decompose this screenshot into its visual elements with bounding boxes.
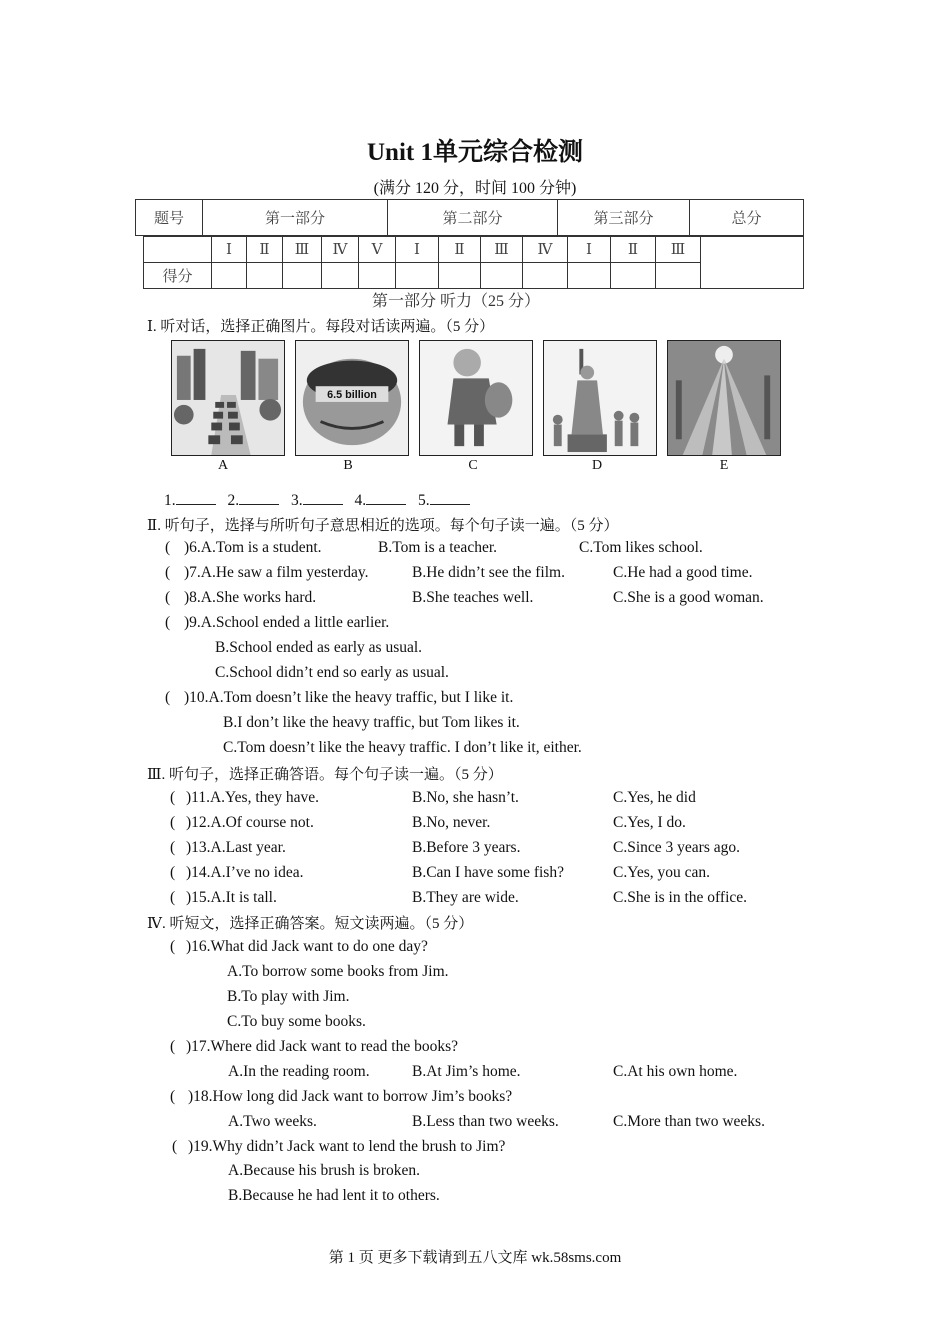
header-cell-total: 总分 (690, 200, 804, 236)
q18-b: B.Less than two weeks. (412, 1113, 559, 1130)
header-cell-part3: 第三部分 (558, 200, 690, 236)
q19-b: B.Because he had lent it to others. (228, 1187, 440, 1204)
score-table-body (143, 236, 804, 289)
picture-b-label: 6.5 billion (327, 389, 377, 401)
section2-heading: Ⅱ. 听句子，选择与所听句子意思相近的选项。每个句子读一遍。（5 分） (147, 518, 619, 534)
q13-c: C.Since 3 years ago. (613, 839, 740, 856)
sub-cell: Ⅰ (212, 237, 247, 263)
sub-cell: Ⅱ (611, 237, 656, 263)
q17-paren: ( (170, 1038, 176, 1055)
q8-c: C.She is a good woman. (613, 589, 764, 606)
q16-paren: ( (170, 938, 176, 955)
q10-a: )10.A.Tom doesn’t like the heavy traffic, but I like it. (184, 689, 514, 706)
sub-cell: Ⅲ (283, 237, 322, 263)
q19-question: )19.Why didn’t Jack want to lend the brush to Jim? (188, 1138, 506, 1155)
q9-a: )9.A.School ended a little earlier. (184, 614, 390, 631)
picture-a-label: A (217, 458, 229, 473)
sub-cell: Ⅱ (439, 237, 481, 263)
sub-cell: Ⅰ (396, 237, 439, 263)
picture-e-label: E (719, 458, 729, 473)
q17-c: C.At his own home. (613, 1063, 738, 1080)
header-cell-part2: 第二部分 (388, 200, 558, 236)
q11-paren: ( (170, 789, 176, 806)
sub-cell: Ⅱ (247, 237, 283, 263)
sub-cell: Ⅴ (359, 237, 396, 263)
blank-5[interactable] (430, 490, 470, 505)
header-cell-part1: 第一部分 (203, 200, 388, 236)
picture-c-label: C (468, 458, 478, 473)
sub-cell: Ⅰ (568, 237, 611, 263)
q14-b: B.Can I have some fish? (412, 864, 564, 881)
q17-a: A.In the reading room. (228, 1063, 370, 1080)
q18-a: A.Two weeks. (228, 1113, 317, 1130)
answer-blanks: 1. 2. 3. 4. 5. (164, 490, 478, 510)
old-woman-image (420, 341, 532, 455)
sub-cell: Ⅳ (322, 237, 359, 263)
q7-paren: ( (165, 564, 171, 581)
page-title: Unit 1单元综合检测 (367, 139, 583, 166)
q8-a: )8.A.She works hard. (184, 589, 317, 606)
q15-paren: ( (170, 889, 176, 906)
q8-paren: ( (165, 589, 171, 606)
q7-b: B.He didn’t see the film. (412, 564, 565, 581)
q14-a: )14.A.I’ve no idea. (186, 864, 304, 881)
q9-b: B.School ended as early as usual. (215, 639, 423, 656)
q7-a: )7.A.He saw a film yesterday. (184, 564, 369, 581)
q10-c: C.Tom doesn’t like the heavy traffic. I don’t like it, either. (223, 739, 582, 756)
section1-heading: Ⅰ. 听对话，选择正确图片。每段对话读两遍。（5 分） (147, 319, 495, 335)
sunlight-forest-image (668, 341, 780, 455)
blank-2[interactable] (239, 490, 279, 505)
q6-paren: ( (165, 539, 171, 556)
q18-c: C.More than two weeks. (613, 1113, 765, 1130)
q19-paren: ( (172, 1138, 178, 1155)
q6-a: )6.A.Tom is a student. (184, 539, 322, 556)
picture-d-label: D (591, 458, 603, 473)
q16-c: C.To buy some books. (227, 1013, 366, 1030)
q15-b: B.They are wide. (412, 889, 519, 906)
q6-b: B.Tom is a teacher. (378, 539, 498, 556)
blank-3[interactable] (303, 490, 343, 505)
q9-paren: ( (165, 614, 171, 631)
q11-c: C.Yes, he did (613, 789, 696, 806)
q16-b: B.To play with Jim. (227, 988, 350, 1005)
score-row-label: 得分 (144, 263, 212, 289)
q10-b: B.I don’t like the heavy traffic, but Tom likes it. (223, 714, 520, 731)
section4-heading: Ⅳ. 听短文，选择正确答案。短文读两遍。（5 分） (147, 916, 474, 932)
sub-cell: Ⅲ (656, 237, 701, 263)
q11-b: B.No, she hasn’t. (412, 789, 519, 806)
page-footer: 第 1 页 更多下载请到五八文库 wk.58sms.com (328, 1250, 622, 1266)
picture-d (543, 340, 657, 456)
blank-4[interactable] (366, 490, 406, 505)
q14-c: C.Yes, you can. (613, 864, 711, 881)
picture-b (295, 340, 409, 456)
q7-c: C.He had a good time. (613, 564, 753, 581)
page-subtitle: (满分 120 分，时间 100 分钟) (373, 180, 577, 197)
picture-a (171, 340, 285, 456)
q16-question: )16.What did Jack want to do one day? (186, 938, 428, 955)
q12-a: )12.A.Of course not. (186, 814, 314, 831)
q13-b: B.Before 3 years. (412, 839, 521, 856)
picture-e (667, 340, 781, 456)
q8-b: B.She teaches well. (412, 589, 534, 606)
section3-heading: Ⅲ. 听句子，选择正确答语。每个句子读一遍。（5 分） (147, 767, 503, 783)
part1-title: 第一部分 听力（25 分） (372, 293, 541, 310)
blank-1[interactable] (176, 490, 216, 505)
q14-paren: ( (170, 864, 176, 881)
statue-of-liberty-image (544, 341, 656, 455)
q12-c: C.Yes, I do. (613, 814, 686, 831)
q6-c: C.Tom likes school. (579, 539, 703, 556)
q13-a: )13.A.Last year. (186, 839, 286, 856)
picture-c (419, 340, 533, 456)
q17-b: B.At Jim’s home. (412, 1063, 521, 1080)
q12-b: B.No, never. (412, 814, 491, 831)
picture-b-letter: B (343, 458, 353, 473)
q18-paren: ( (170, 1088, 176, 1105)
q17-question: )17.Where did Jack want to read the books? (186, 1038, 459, 1055)
q12-paren: ( (170, 814, 176, 831)
q9-c: C.School didn’t end so early as usual. (215, 664, 449, 681)
header-cell-question: 题号 (136, 200, 203, 236)
q15-c: C.She is in the office. (613, 889, 748, 906)
sub-cell: Ⅲ (481, 237, 523, 263)
q16-a: A.To borrow some books from Jim. (227, 963, 449, 980)
score-table-header (135, 199, 804, 236)
q13-paren: ( (170, 839, 176, 856)
population-globe-image (296, 341, 408, 455)
traffic-jam-image (172, 341, 284, 455)
q19-a: A.Because his brush is broken. (228, 1162, 420, 1179)
q10-paren: ( (165, 689, 171, 706)
q11-a: )11.A.Yes, they have. (186, 789, 320, 806)
sub-cell: Ⅳ (523, 237, 568, 263)
q15-a: )15.A.It is tall. (186, 889, 277, 906)
q18-question: )18.How long did Jack want to borrow Jim’s books? (188, 1088, 513, 1105)
